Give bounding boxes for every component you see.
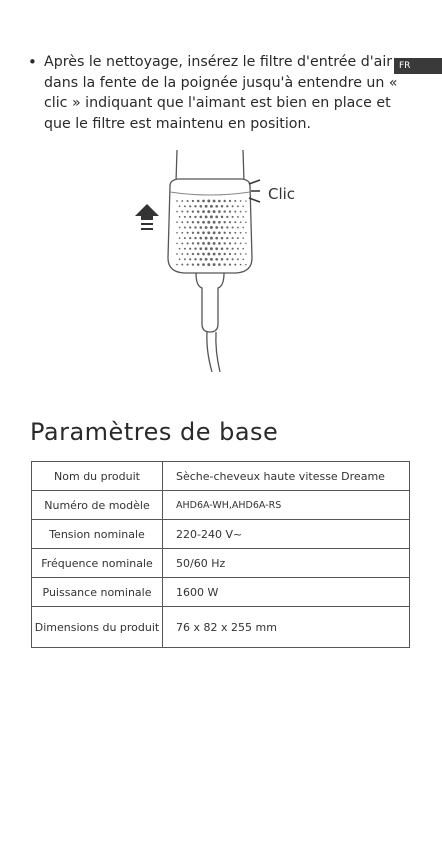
filter-hole: [207, 253, 210, 256]
filter-hole: [234, 221, 236, 223]
filter-hole: [179, 205, 181, 207]
filter-hole: [229, 264, 231, 266]
filter-hole: [232, 226, 234, 228]
filter-hole: [205, 215, 208, 218]
filter-hole: [218, 200, 221, 203]
filter-hole: [215, 216, 218, 219]
filter-hole: [245, 264, 247, 266]
filter-hole: [210, 258, 213, 261]
spec-label: Tension nominale: [32, 520, 163, 549]
filter-hole: [210, 205, 213, 208]
filter-hole: [176, 232, 178, 234]
filter-hole: [202, 210, 205, 213]
instruction-text: Après le nettoyage, insérez le filtre d'entrée d'air dans la fente de la poignée jusqu'à entendre un « clic » indiquant que l'aimant est bien en place et que le filtre est maintenu en position.: [44, 54, 398, 132]
filter-hole: [187, 221, 189, 223]
filter-hole: [202, 263, 205, 266]
filter-hole: [179, 227, 181, 229]
filter-hole: [194, 258, 196, 260]
filter-hole: [229, 253, 231, 255]
table-row: [32, 462, 410, 491]
table-row: [32, 520, 410, 549]
spec-label: Dimensions du produit: [32, 607, 163, 648]
filter-hole: [199, 226, 202, 229]
filter-hole: [232, 237, 234, 239]
spec-label: Fréquence nominale: [32, 549, 163, 578]
filter-hole: [242, 237, 244, 239]
filter-hole: [237, 227, 239, 229]
filter-hole: [237, 258, 239, 260]
filter-hole: [224, 263, 226, 265]
filter-hole: [229, 242, 231, 244]
filter-hole: [240, 221, 242, 223]
filter-hole: [184, 258, 186, 260]
filter-hole: [194, 216, 196, 218]
filter-hole: [187, 253, 189, 255]
filter-hole: [229, 211, 231, 213]
filter-hole: [224, 210, 226, 212]
filter-hole: [179, 237, 181, 239]
filter-hole: [194, 237, 196, 239]
spec-label: Numéro de modèle: [32, 491, 163, 520]
filter-hole: [202, 200, 205, 203]
filter-hole: [207, 242, 210, 245]
filter-hole: [181, 242, 183, 244]
filter-hole: [240, 211, 242, 213]
filter-hole: [245, 200, 247, 202]
filter-hole: [197, 200, 200, 203]
filter-hole: [199, 237, 202, 240]
filter-hole: [202, 253, 205, 256]
spec-value: 50/60 Hz: [163, 549, 410, 578]
filter-hole: [237, 248, 239, 250]
filter-hole: [232, 205, 234, 207]
filter-hole: [187, 232, 189, 234]
filter-hole: [215, 258, 218, 261]
filter-hole: [218, 242, 221, 245]
filter-hole: [184, 216, 186, 218]
filter-hole: [213, 221, 216, 224]
spec-label: Nom du produit: [32, 462, 163, 491]
spec-value: AHD6A-WH,AHD6A-RS: [163, 491, 410, 520]
filter-hole: [205, 247, 208, 250]
filter-hole: [234, 211, 236, 213]
filter-hole: [224, 253, 226, 255]
filter-hole: [226, 205, 228, 207]
filter-hole: [205, 258, 208, 261]
filter-hole: [181, 221, 183, 223]
filter-hole: [207, 210, 210, 213]
section-title: Paramètres de base: [30, 418, 279, 446]
filter-hole: [187, 211, 189, 213]
table-row: [32, 491, 410, 520]
filter-hole: [215, 205, 218, 208]
filter-hole: [221, 205, 224, 208]
filter-hole: [176, 253, 178, 255]
spec-value: 1600 W: [163, 578, 410, 607]
filter-hole: [213, 231, 216, 234]
filter-hole: [205, 226, 208, 229]
filter-hole: [189, 205, 191, 207]
filter-hole: [232, 248, 234, 250]
filter-hole: [240, 253, 242, 255]
filter-hole: [176, 221, 178, 223]
filter-hole: [234, 232, 236, 234]
filter-hole: [194, 205, 196, 207]
handle-graphic: [176, 150, 244, 182]
filter-hole: [242, 258, 244, 260]
filter-hole: [213, 253, 216, 256]
filter-hole: [189, 216, 191, 218]
filter-hole: [210, 237, 213, 240]
filter-hole: [189, 258, 191, 260]
filter-hole: [224, 200, 226, 202]
filter-hole: [194, 248, 196, 250]
filter-hole: [224, 242, 226, 244]
filter-hole: [232, 258, 234, 260]
filter-hole: [240, 264, 242, 266]
filter-hole: [184, 205, 186, 207]
filter-hole: [213, 263, 216, 266]
table-row: [32, 549, 410, 578]
filter-hole: [207, 263, 210, 266]
filter-hole: [184, 227, 186, 229]
filter-hole: [181, 232, 183, 234]
filter-hole: [192, 232, 194, 234]
filter-hole: [226, 216, 228, 218]
filter-hole: [179, 216, 181, 218]
filter-hole: [202, 231, 205, 234]
filter-hole: [179, 258, 181, 260]
filter-hole: [213, 242, 216, 245]
spec-value: 220-240 V~: [163, 520, 410, 549]
filter-hole: [221, 216, 224, 219]
filter-hole: [234, 200, 236, 202]
table-row: [32, 578, 410, 607]
filter-hole: [207, 200, 210, 203]
filter-hole: [213, 210, 216, 213]
filter-hole: [199, 247, 202, 250]
filter-hole: [202, 242, 205, 245]
filter-hole: [245, 211, 247, 213]
filter-hole: [237, 216, 239, 218]
filter-hole: [221, 247, 224, 250]
filter-hole: [181, 200, 183, 202]
filter-hole: [242, 205, 244, 207]
filter-hole: [192, 253, 194, 255]
filter-hole: [197, 253, 200, 256]
filter-hole: [197, 210, 200, 213]
filter-hole: [199, 258, 202, 261]
filter-hole: [199, 216, 202, 219]
filter-hole: [176, 200, 178, 202]
filter-hole: [245, 253, 247, 255]
filter-hole: [197, 263, 200, 266]
specifications-table: [31, 461, 410, 648]
filter-hole: [192, 263, 194, 265]
filter-hole: [242, 216, 244, 218]
filter-hole: [181, 264, 183, 266]
filter-hole: [226, 258, 228, 260]
filter-hole: [234, 264, 236, 266]
filter-hole: [184, 237, 186, 239]
click-label: Clic: [268, 185, 296, 203]
spec-label: Puissance nominale: [32, 578, 163, 607]
filter-hole: [245, 243, 247, 245]
cord-graphic: [196, 273, 224, 372]
filter-insertion-illustration: [130, 146, 305, 376]
filter-hole: [192, 221, 194, 223]
filter-hole: [215, 226, 218, 229]
filter-hole: [226, 226, 228, 228]
filter-hole: [218, 210, 221, 213]
filter-hole: [181, 211, 183, 213]
filter-hole: [205, 237, 208, 240]
filter-hole: [218, 221, 221, 224]
table-row: [32, 607, 410, 648]
filter-hole: [189, 237, 191, 239]
filter-hole: [226, 237, 228, 239]
filter-hole: [245, 232, 247, 234]
filter-hole: [189, 248, 191, 250]
filter-hole: [192, 242, 194, 244]
filter-hole: [207, 231, 210, 234]
filter-hole: [218, 253, 221, 256]
filter-hole: [189, 226, 191, 228]
filter-hole: [242, 248, 244, 250]
filter-hole: [240, 232, 242, 234]
filter-hole: [229, 232, 231, 234]
filter-hole: [240, 200, 242, 202]
filter-hole: [202, 221, 205, 224]
bullet-icon: •: [28, 53, 37, 71]
filter-hole: [218, 231, 221, 234]
arrow-up-icon: [135, 204, 159, 230]
filter-hole: [194, 226, 196, 228]
filter-hole: [199, 205, 202, 208]
filter-hole: [187, 200, 189, 202]
filter-hole: [205, 205, 208, 208]
filter-hole: [184, 248, 186, 250]
filter-hole: [176, 243, 178, 245]
language-tab: FR: [394, 58, 442, 74]
filter-hole: [210, 247, 213, 250]
filter-hole: [192, 200, 194, 202]
filter-hole: [234, 253, 236, 255]
filter-hole: [181, 253, 183, 255]
filter-hole: [234, 242, 236, 244]
filter-hole: [197, 221, 200, 224]
spec-value: Sèche-cheveux haute vitesse Dreame: [163, 462, 410, 491]
filter-hole: [218, 263, 221, 266]
filter-hole: [215, 237, 218, 240]
filter-hole: [215, 247, 218, 250]
filter-hole: [237, 205, 239, 207]
filter-hole: [224, 232, 226, 234]
filter-hole: [226, 248, 228, 250]
filter-hole: [197, 232, 200, 235]
filter-hole: [237, 237, 239, 239]
filter-hole: [210, 215, 213, 218]
filter-hole: [221, 237, 224, 240]
filter-hole: [240, 243, 242, 245]
filter-hole: [232, 216, 234, 218]
filter-hole: [187, 242, 189, 244]
filter-hole: [229, 200, 231, 202]
filter-hole: [245, 221, 247, 223]
filter-hole: [176, 211, 178, 213]
filter-hole: [207, 221, 210, 224]
filter-hole: [221, 226, 224, 229]
filter-hole: [192, 210, 194, 212]
filter-hole: [213, 200, 216, 203]
filter-hole: [210, 226, 213, 229]
filter-hole: [242, 227, 244, 229]
filter-hole: [221, 258, 224, 261]
filter-hole: [197, 242, 200, 245]
filter-hole: [187, 264, 189, 266]
filter-hole: [224, 221, 226, 223]
spec-value: 76 x 82 x 255 mm: [163, 607, 410, 648]
filter-hole: [229, 221, 231, 223]
instruction-item: [28, 52, 398, 134]
filter-hole: [179, 248, 181, 250]
filter-hole: [176, 264, 178, 266]
